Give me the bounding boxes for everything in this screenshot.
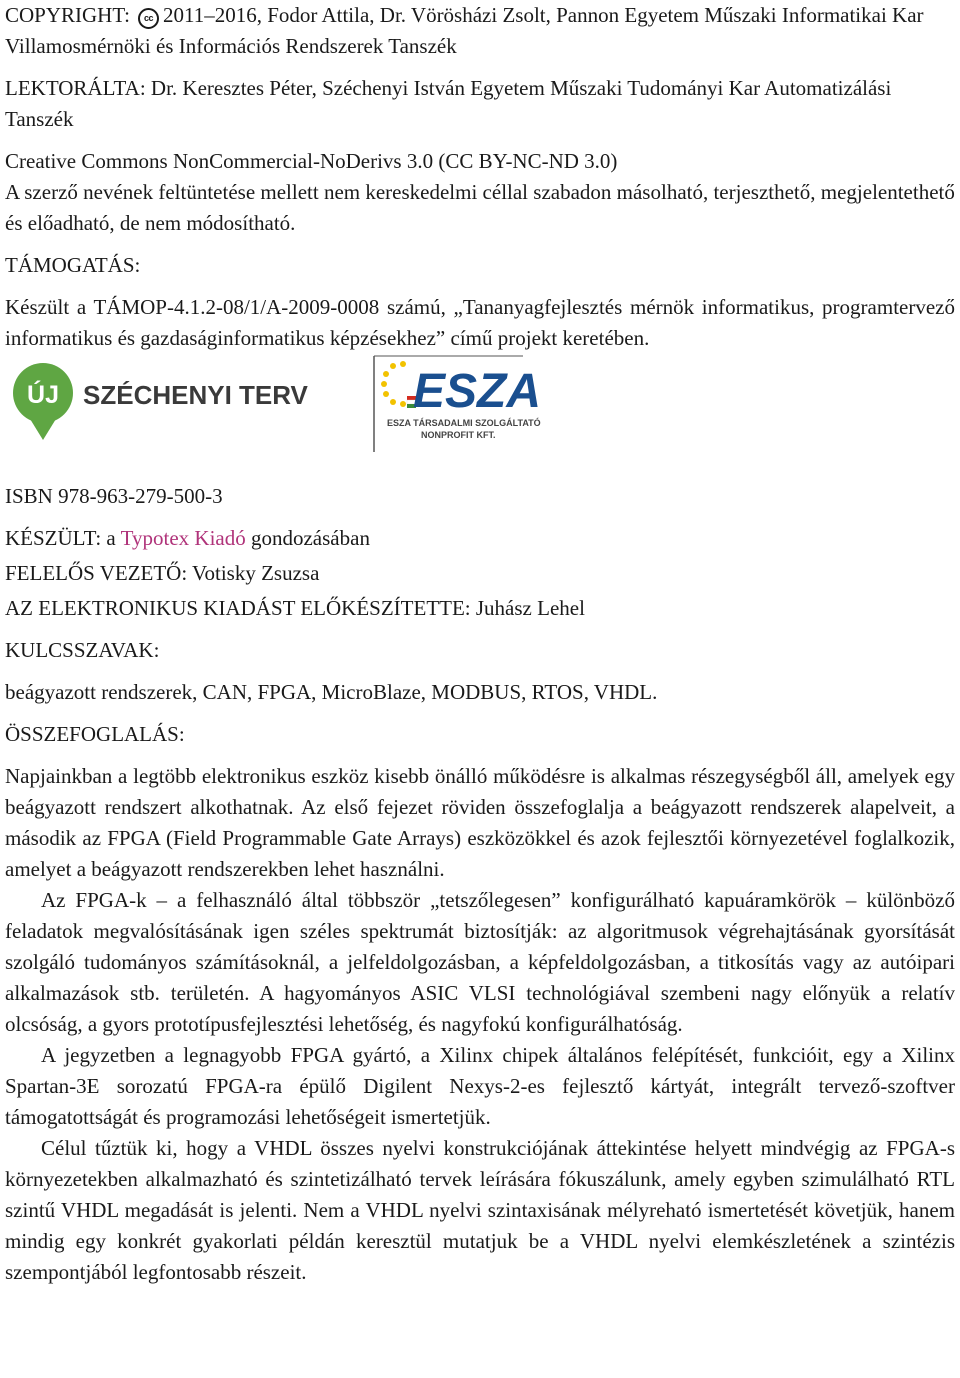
copyright-text: 2011–2016, Fodor Attila, Dr. Vörösházi Zsolt, Pannon Egyetem Műszaki Informatikai Kar Villamosmérnöki és Információs Rendszerek Tanszék (5, 3, 924, 58)
publisher-name: Typotex Kiadó (120, 526, 246, 550)
summary-paragraph-3: A jegyzetben a legnagyobb FPGA gyártó, a Xilinx chipek általános felépítését, funkcióit, egy a Xilinx Spartan-3E sorozatú FPGA-ra épülő Digilent Nexys-2-es fejlesztő kártyát, integrált tervező-szoftver támogatottságát és programozási lehetőségeit ismertetjük. (5, 1043, 955, 1129)
keszult-line (5, 523, 955, 554)
esza-logo (373, 352, 542, 452)
summary-paragraph-2: Az FPGA-k – a felhasználó által többször „tetszőlegesen” konfigurálható kapuáramkörök – különböző feladatok megvalósításának igen széles spektrumát biztosítják: az algoritmusok végrehajtásának gyorsítását szolgáló tudományos számításoknál, a jelfeldolgozásban, a képfeldolgozásban, a titkosítás vagy az autóipari alkalmazások stb. területén. A hagyományos ASIC VLSI technológiával szembeni nagy előnyük a relatív olcsóság, a gyors prototípusfejlesztési lehetőség, és nagyfokú konfigurálhatóság. (5, 888, 955, 1036)
sponsor-logos (5, 354, 955, 469)
keywords-text: beágyazott rendszerek, CAN, FPGA, MicroBlaze, MODBUS, RTOS, VHDL. (5, 680, 658, 704)
esza-logo-line1: ESZA TÁRSADALMI SZOLGÁLTATÓ (387, 418, 541, 428)
summary-label: ÖSSZEFOGLALÁS: (5, 722, 185, 746)
copyright-line (5, 0, 955, 62)
elektronikus-line: AZ ELEKTRONIKUS KIADÁST ELŐKÉSZÍTETTE: Juhász Lehel (5, 596, 585, 620)
felelos-line: FELELŐS VEZETŐ: Votisky Zsuzsa (5, 561, 320, 585)
esza-logo-mark: ESZA (413, 365, 542, 418)
isbn-line: ISBN 978-963-279-500-3 (5, 484, 223, 508)
szechenyi-logo-mark: ÚJ (27, 381, 59, 409)
summary-paragraph-4: Célul tűztük ki, hogy a VHDL összes nyelvi konstrukciójának áttekintése helyett mindvégig az FPGA-s környezetekben alkalmazható és szintetizálható tervek leírására fókuszálunk, amely egyben szimulálható RTL szintű VHDL megadását is jelenti. Nem a VHDL nyelvi szintaxisának mélyreható ismertetését követjük, hanem mindig egy konkrét gyakorlati példán keresztül mutatjuk be a VHDL nyelvi elemkészletének a szintézis szempontjából legfontosabb részeit. (5, 1136, 955, 1284)
keywords-label: KULCSSZAVAK: (5, 638, 160, 662)
license-name: Creative Commons NonCommercial-NoDerivs 3.0 (CC BY-NC-ND 3.0) (5, 149, 618, 173)
keszult-suffix: gondozásában (250, 526, 370, 550)
copyright-label: COPYRIGHT: (5, 3, 130, 27)
szechenyi-logo-text: SZÉCHENYI TERV (83, 380, 308, 410)
eu-stars-icon (381, 361, 416, 408)
support-text: Készült a TÁMOP-4.1.2-08/1/A-2009-0008 számú, „Tananyagfejlesztés mérnök informatikus, programtervező informatikus és gazdaságinformatikus képzésekhez” című projekt keretében. (5, 295, 955, 350)
lektoralta-line: LEKTORÁLTA: Dr. Keresztes Péter, Széchenyi István Egyetem Műszaki Tudományi Kar Automatizálási Tanszék (5, 76, 892, 131)
license-text: A szerző nevének feltüntetése mellett nem kereskedelmi céllal szabadon másolható, terjeszthető, megjelentethető és előadható, de nem módosítható. (5, 180, 955, 235)
summary-paragraph-1: Napjainkban a legtöbb elektronikus eszköz kisebb önálló működésre is alkalmas részegységből áll, amelyek egy beágyazott rendszert alkothatnak. Az első fejezet röviden összefoglalja a beágyazott rendszerek alapelveit, a második az FPGA (Field Programmable Gate Arrays) eszközökkel és azok fejlesztői környezetével foglalkozik, amelyet a beágyazott rendszerekben lehet használni. (5, 764, 955, 881)
support-label: TÁMOGATÁS: (5, 253, 141, 277)
keszult-prefix: KÉSZÜLT: a (5, 526, 116, 550)
document-page (5, 0, 955, 1288)
esza-logo-line2: NONPROFIT KFT. (421, 430, 496, 440)
creative-commons-icon: cc (138, 8, 159, 29)
szechenyi-terv-logo (7, 360, 307, 442)
